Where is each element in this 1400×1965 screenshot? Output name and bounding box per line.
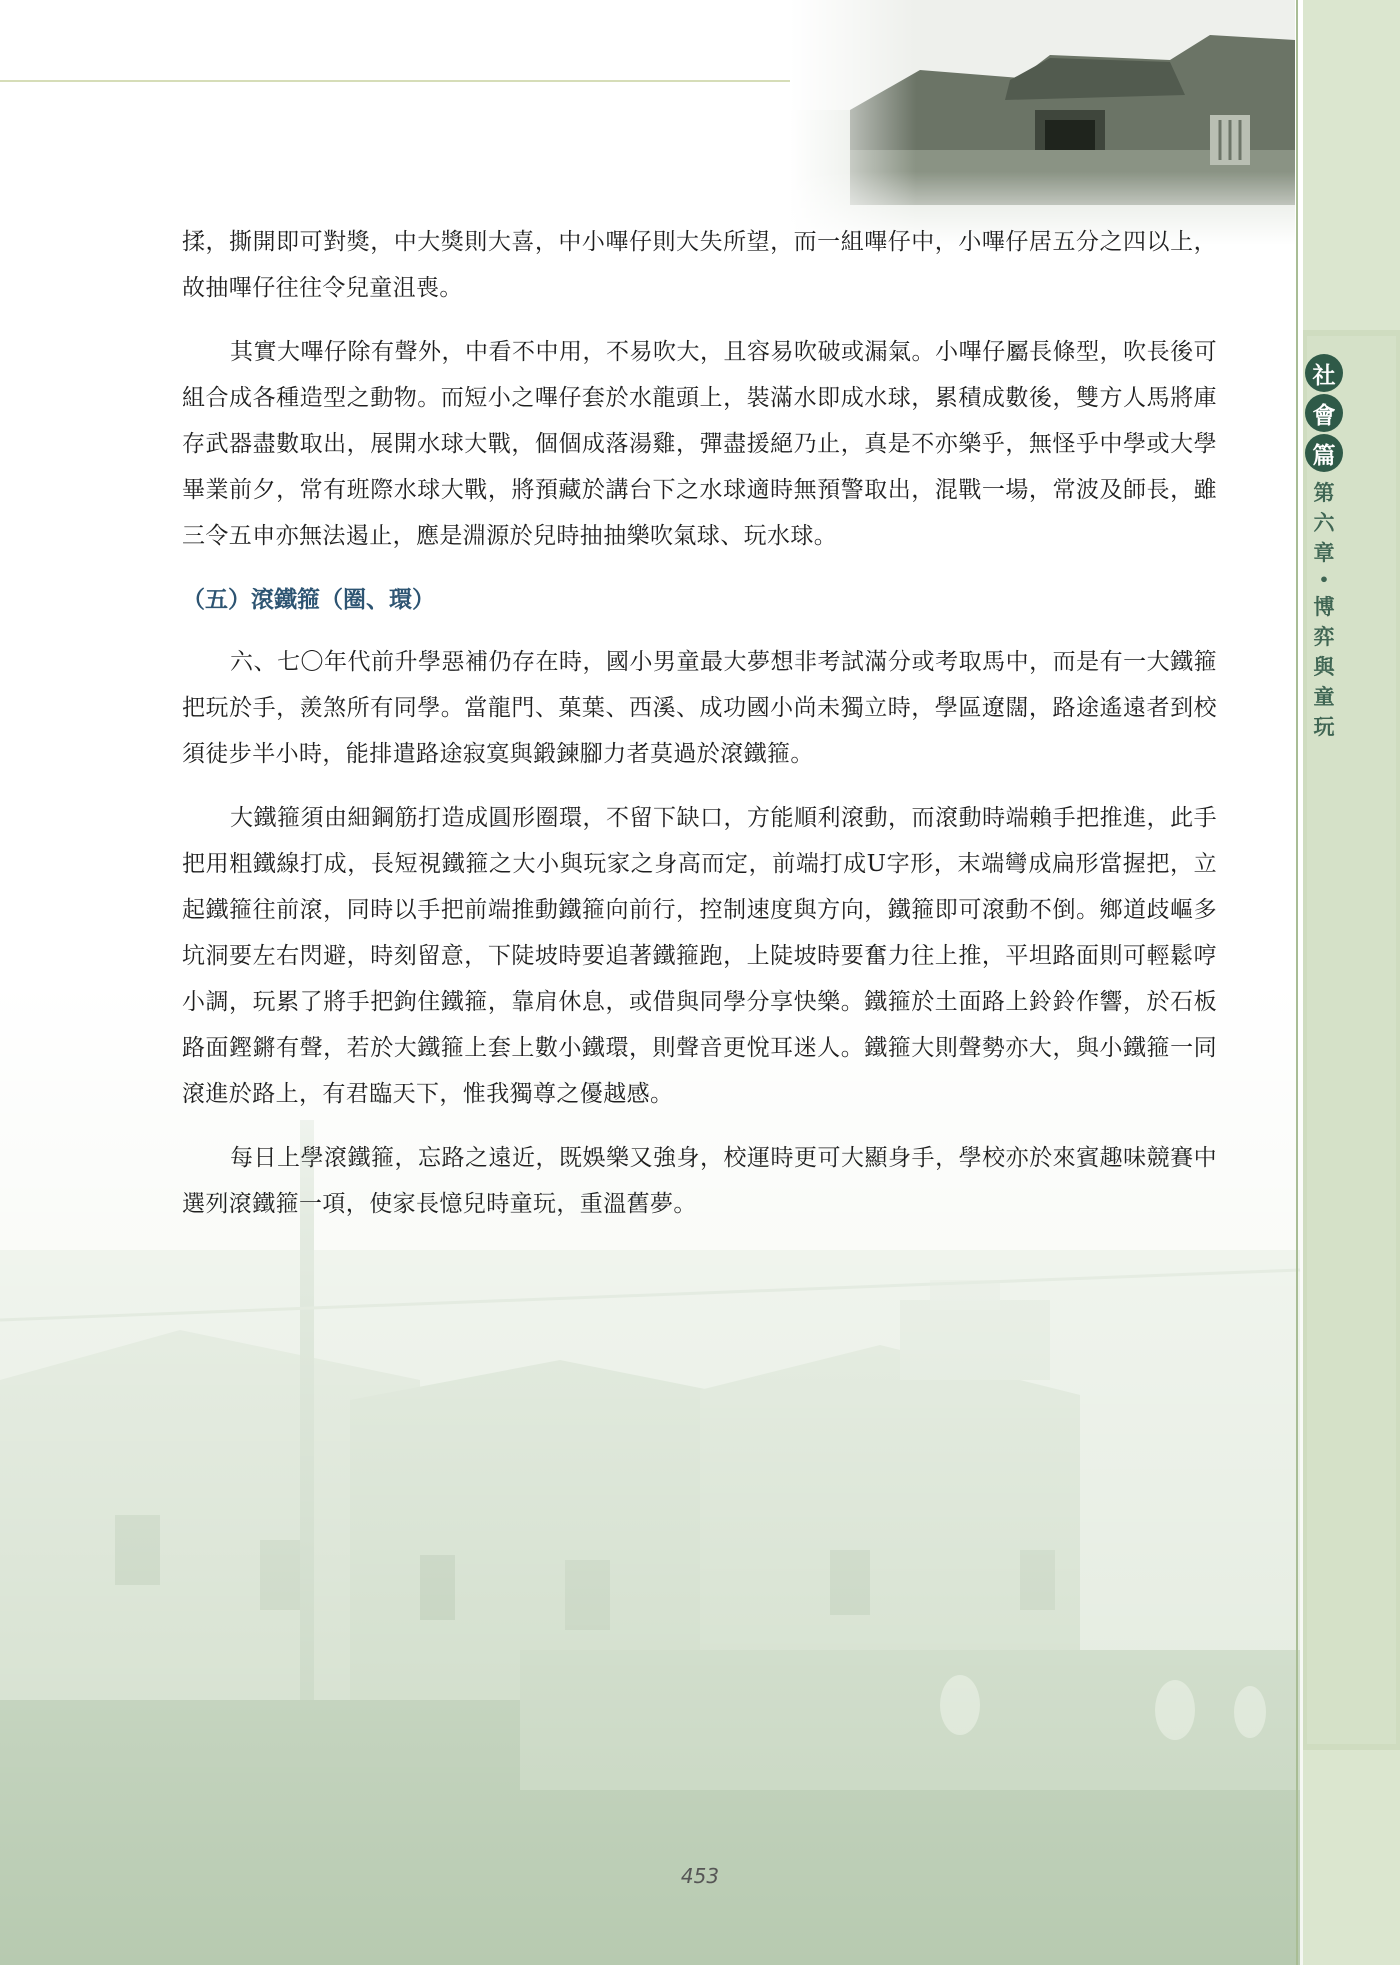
section-badges (1305, 354, 1345, 474)
paragraph: 揉，撕開即可對獎，中大獎則大喜，中小嗶仔則大失所望，而一組嗶仔中，小嗶仔居五分之四以上，故抽嗶仔往往令兒童沮喪。 (182, 229, 1217, 301)
chapter-char: 童 (1313, 684, 1335, 709)
chapter-title-vertical (1309, 478, 1339, 742)
page-number: 453 (680, 1864, 720, 1888)
chapter-char: 弈 (1313, 624, 1335, 649)
article-body (182, 219, 1217, 1245)
header-rule (0, 80, 795, 82)
section-heading: （五）滾鐵箍（圈、環） (182, 586, 435, 613)
paragraph: 每日上學滾鐵箍，忘路之遠近，既娛樂又強身，校運時更可大顯身手，學校亦於來賓趣味競賽中選列滾鐵箍一項，使家長憶兒時童玩，重溫舊夢。 (182, 1145, 1217, 1217)
section-badge: 篇 (1305, 434, 1343, 472)
chapter-char: 第 (1313, 480, 1335, 505)
sidebar-divider (1296, 0, 1298, 1965)
paragraph: 六、七〇年代前升學惡補仍存在時，國小男童最大夢想非考試滿分或考取馬中，而是有一大鐵箍把玩於手，羨煞所有同學。當龍門、菓葉、西溪、成功國小尚未獨立時，學區遼闊，路途遙遠者到校須徒步半小時，能排遣路途寂寞與鍛鍊腳力者莫過於滾鐵箍。 (182, 649, 1217, 767)
chapter-char: 與 (1313, 654, 1335, 679)
section-badge: 會 (1305, 394, 1343, 432)
chapter-char: 博 (1313, 594, 1335, 619)
header-photo (790, 0, 1295, 245)
chapter-char: 玩 (1313, 714, 1335, 739)
section-badge: 社 (1305, 354, 1343, 392)
paragraph: 其實大嗶仔除有聲外，中看不中用，不易吹大，且容易吹破或漏氣。小嗶仔屬長條型，吹長後可組合成各種造型之動物。而短小之嗶仔套於水龍頭上，裝滿水即成水球，累積成數後，雙方人馬將庫存武器盡數取出，展開水球大戰，個個成落湯雞，彈盡援絕乃止，真是不亦樂乎，無怪乎中學或大學畢業前夕，常有班際水球大戰，將預藏於講台下之水球適時無預警取出，混戰一場，常波及師長，雖三令五申亦無法遏止，應是淵源於兒時抽抽樂吹氣球、玩水球。 (182, 339, 1217, 549)
chapter-char: 六 (1313, 510, 1335, 535)
chapter-separator: • (1318, 570, 1330, 589)
chapter-char: 章 (1313, 540, 1335, 565)
paragraph: 大鐵箍須由細鋼筋打造成圓形圈環，不留下缺口，方能順利滾動，而滾動時端賴手把推進，此手把用粗鐵線打成，長短視鐵箍之大小與玩家之身高而定，前端打成U字形，末端彎成扁形當握把，立起鐵箍往前滾，同時以手把前端推動鐵箍向前行，控制速度與方向，鐵箍即可滾動不倒。鄉道歧嶇多坑洞要左右閃避，時刻留意，下陡坡時要追著鐵箍跑，上陡坡時要奮力往上推，平坦路面則可輕鬆哼小調，玩累了將手把鉤住鐵箍，靠肩休息，或借與同學分享快樂。鐵箍於土面路上鈴鈴作響，於石板路面鏗鏘有聲，若於大鐵箍上套上數小鐵環，則聲音更悅耳迷人。鐵箍大則聲勢亦大，與小鐵箍一同滾進於路上，有君臨天下，惟我獨尊之優越感。 (182, 805, 1217, 1107)
